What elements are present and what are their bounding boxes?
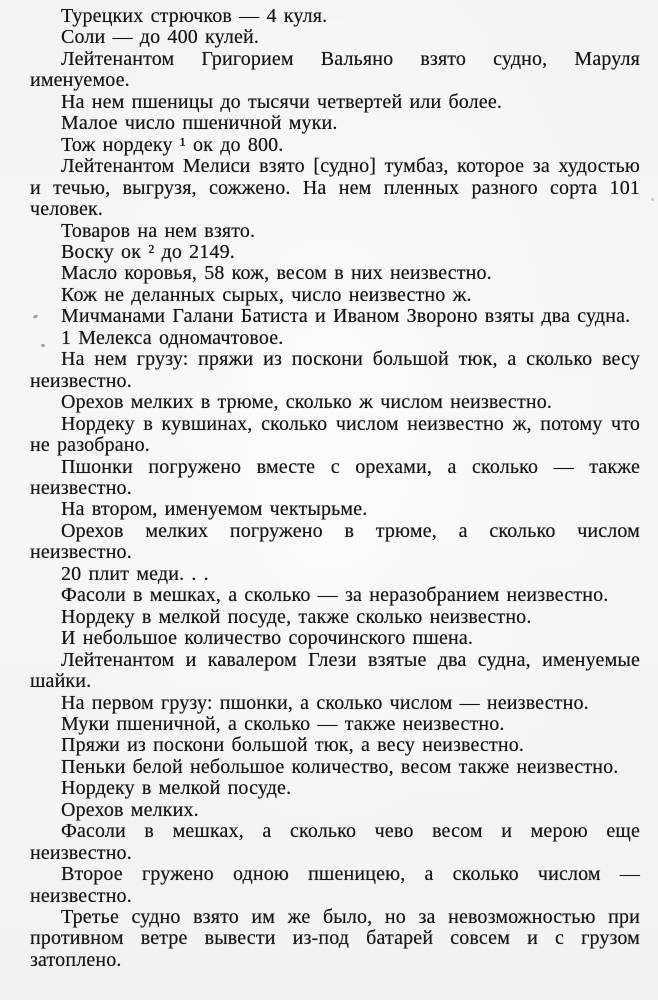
paragraph: Соли — до 400 кулей.	[61, 26, 260, 49]
paragraph: Фасоли в мешках, а сколько — за неразобранием неизвестно.	[61, 584, 609, 607]
paragraph: Лейтенантом Григорием Вальяно взято судно, Маруля именуемое.	[30, 47, 640, 92]
paragraph: Нордеку в мелкой посуде.	[61, 777, 292, 800]
paragraph: Лейтенантом и кавалером Глези взятые два судна, именуемые шайки.	[30, 648, 640, 693]
paragraph: Малое число пшеничной муки.	[61, 112, 338, 135]
paragraph: Нордеку в мелкой посуде, также сколько неизвестно.	[61, 605, 532, 628]
paragraph: Мичманами Галани Батиста и Иваном Звороно взяты два судна.	[61, 305, 631, 328]
paragraph: На нем грузу: пряжи из поскони большой тюк, а сколько весу неизвестно.	[30, 348, 640, 392]
paragraph: Третье судно взято им же было, но за невозможностью при противном ветре вывести из-под батарей совсем и с грузом затоплено.	[30, 906, 640, 971]
paragraph: Пеньки белой небольшое количество, весом также неизвестно.	[61, 755, 619, 778]
paragraph: Товаров на нем взято.	[61, 219, 256, 242]
paragraph: Пряжи из поскони большой тюк, а весу неизвестно.	[61, 734, 525, 757]
paragraph: Турецких стрючков — 4 куля.	[61, 5, 328, 27]
scan-speckle	[651, 198, 654, 201]
paragraph: Муки пшеничной, а сколько — также неизвестно.	[61, 712, 505, 735]
paragraph: 1 Мелекса одномачтовое.	[61, 326, 284, 349]
paragraph: Пшонки погружено вместе с орехами, а сколько — также неизвестно.	[30, 455, 640, 499]
paragraph: Нордеку в кувшинах, сколько числом неизвестно ж, потому что не разобрано.	[30, 412, 640, 457]
paragraph: Фасоли в мешках, а сколько чево весом и мерою еще неизвестно.	[30, 820, 640, 864]
paragraph: На первом грузу: пшонки, а сколько числом — неизвестно.	[61, 691, 589, 714]
paragraph: Тож нордеку ¹ ок до 800.	[61, 133, 284, 156]
paragraph: 20 плит меди. . .	[61, 562, 209, 585]
paragraph: Лейтенантом Мелиси взято [судно] тумбаз, которое за худостью и течью, выгрузя, сожжено. На нем пленных разного сорта 101 человек.	[30, 155, 640, 221]
paragraph: Орехов мелких.	[61, 798, 199, 821]
paragraph: Второе гружено одною пшеницею, а сколько числом — неизвестно.	[30, 863, 640, 907]
paragraph: Орехов мелких погружено в трюме, а сколько числом неизвестно.	[30, 519, 640, 564]
page-text-block	[30, 6, 640, 971]
paragraph: Воску ок ² до 2149.	[61, 240, 235, 263]
paragraph: Кож не деланных сырых, число неизвестно ж.	[61, 283, 472, 306]
paragraph: И небольшое количество сорочинского пшена.	[61, 627, 474, 650]
paragraph: На нем пшеницы до тысячи четвертей или более.	[61, 90, 502, 113]
paragraph: Орехов мелких в трюме, сколько ж числом неизвестно.	[61, 391, 552, 414]
paragraph: На втором, именуемом чектырьме.	[61, 498, 368, 521]
paragraph: Масло коровья, 58 кож, весом в них неизвестно.	[61, 262, 492, 285]
